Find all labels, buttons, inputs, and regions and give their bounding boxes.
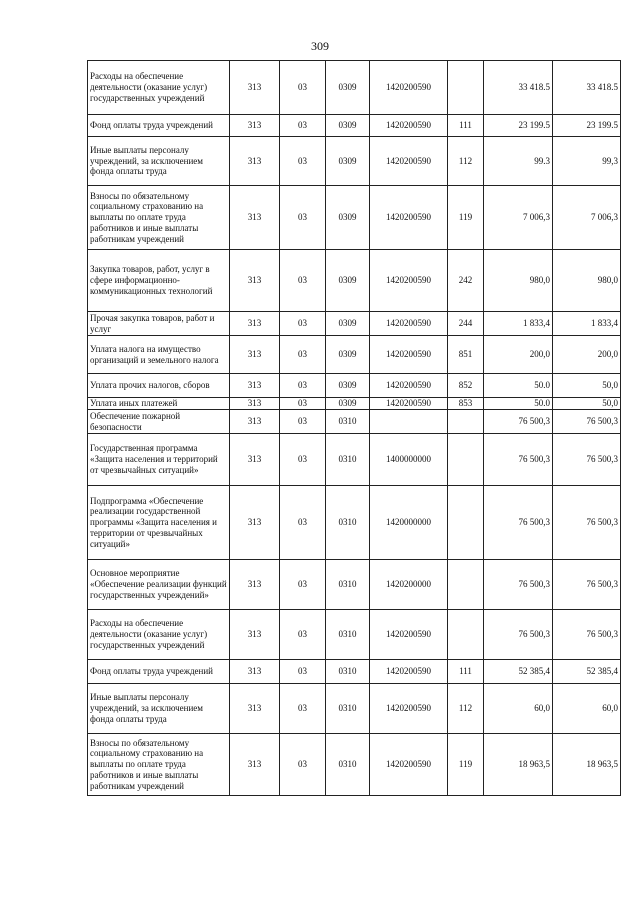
amount-year-2: 76 500,3: [553, 560, 621, 610]
row-name: Расходы на обеспечение деятельности (оказание услуг) государственных учреждений: [88, 61, 230, 115]
expense-type-code: 119: [448, 734, 484, 796]
amount-year-1: 76 500,3: [484, 434, 553, 486]
expense-type-code: [448, 486, 484, 560]
expense-type-code: [448, 560, 484, 610]
row-name: Уплата прочих налогов, сборов: [88, 374, 230, 398]
amount-year-2: 60,0: [553, 684, 621, 734]
subsection-code: 0310: [326, 410, 370, 434]
amount-year-1: 1 833,4: [484, 312, 553, 336]
expense-type-code: 852: [448, 374, 484, 398]
amount-year-1: 60,0: [484, 684, 553, 734]
table-row: [88, 398, 621, 410]
subsection-code: 0310: [326, 660, 370, 684]
subsection-code: 0310: [326, 734, 370, 796]
ministry-code: 313: [230, 312, 280, 336]
ministry-code: 313: [230, 250, 280, 312]
target-article-code: 1420200590: [370, 336, 448, 374]
expense-type-code: [448, 410, 484, 434]
expense-type-code: 112: [448, 137, 484, 186]
target-article-code: 1420200590: [370, 398, 448, 410]
expense-type-code: 119: [448, 186, 484, 250]
amount-year-1: 50.0: [484, 374, 553, 398]
section-code: 03: [280, 660, 326, 684]
target-article-code: 1420200590: [370, 250, 448, 312]
row-name: Подпрограмма «Обеспечение реализации государственной программы «Защита населения и территории от чрезвычайных ситуаций»: [88, 486, 230, 560]
target-article-code: 1420200590: [370, 684, 448, 734]
row-name: Уплата налога на имущество организаций и земельного налога: [88, 336, 230, 374]
table-row: [88, 312, 621, 336]
table-row: [88, 336, 621, 374]
target-article-code: 1420200590: [370, 186, 448, 250]
table-row: [88, 186, 621, 250]
section-code: 03: [280, 312, 326, 336]
expense-type-code: 851: [448, 336, 484, 374]
section-code: 03: [280, 398, 326, 410]
expense-type-code: [448, 610, 484, 660]
subsection-code: 0309: [326, 336, 370, 374]
table-row: [88, 250, 621, 312]
table-row: [88, 434, 621, 486]
amount-year-2: 76 500,3: [553, 434, 621, 486]
subsection-code: 0309: [326, 250, 370, 312]
target-article-code: 1420200590: [370, 312, 448, 336]
expense-type-code: [448, 434, 484, 486]
amount-year-2: 1 833,4: [553, 312, 621, 336]
row-name: Закупка товаров, работ, услуг в сфере информационно-коммуникационных технологий: [88, 250, 230, 312]
section-code: 03: [280, 434, 326, 486]
amount-year-1: 200,0: [484, 336, 553, 374]
section-code: 03: [280, 336, 326, 374]
target-article-code: 1420200590: [370, 137, 448, 186]
budget-table-body: [88, 61, 621, 796]
section-code: 03: [280, 115, 326, 137]
row-name: Уплата иных платежей: [88, 398, 230, 410]
ministry-code: 313: [230, 410, 280, 434]
amount-year-1: 99.3: [484, 137, 553, 186]
target-article-code: 1420200590: [370, 734, 448, 796]
subsection-code: 0309: [326, 115, 370, 137]
row-name: Основное мероприятие «Обеспечение реализации функций государственных учреждений»: [88, 560, 230, 610]
row-name: Фонд оплаты труда учреждений: [88, 660, 230, 684]
ministry-code: 313: [230, 398, 280, 410]
section-code: 03: [280, 734, 326, 796]
expense-type-code: 244: [448, 312, 484, 336]
section-code: 03: [280, 410, 326, 434]
amount-year-2: 52 385,4: [553, 660, 621, 684]
target-article-code: 1420200590: [370, 115, 448, 137]
row-name: Иные выплаты персоналу учреждений, за исключением фонда оплаты труда: [88, 137, 230, 186]
section-code: 03: [280, 560, 326, 610]
amount-year-1: 76 500,3: [484, 560, 553, 610]
row-name: Расходы на обеспечение деятельности (оказание услуг) государственных учреждений: [88, 610, 230, 660]
amount-year-1: 76 500,3: [484, 610, 553, 660]
budget-table: [87, 60, 621, 796]
amount-year-1: 50.0: [484, 398, 553, 410]
target-article-code: [370, 410, 448, 434]
row-name: Прочая закупка товаров, работ и услуг: [88, 312, 230, 336]
ministry-code: 313: [230, 115, 280, 137]
subsection-code: 0309: [326, 186, 370, 250]
table-row: [88, 660, 621, 684]
section-code: 03: [280, 186, 326, 250]
table-row: [88, 486, 621, 560]
section-code: 03: [280, 137, 326, 186]
amount-year-1: 52 385,4: [484, 660, 553, 684]
table-row: [88, 684, 621, 734]
amount-year-2: 76 500,3: [553, 486, 621, 560]
subsection-code: 0310: [326, 560, 370, 610]
row-name: Обеспечение пожарной безопасности: [88, 410, 230, 434]
table-row: [88, 410, 621, 434]
amount-year-1: 76 500,3: [484, 410, 553, 434]
target-article-code: 1400000000: [370, 434, 448, 486]
subsection-code: 0309: [326, 137, 370, 186]
amount-year-1: 980,0: [484, 250, 553, 312]
amount-year-2: 7 006,3: [553, 186, 621, 250]
table-row: [88, 115, 621, 137]
target-article-code: 1420200590: [370, 660, 448, 684]
ministry-code: 313: [230, 336, 280, 374]
amount-year-1: 18 963,5: [484, 734, 553, 796]
table-row: [88, 610, 621, 660]
expense-type-code: [448, 61, 484, 115]
table-row: [88, 137, 621, 186]
amount-year-2: 200,0: [553, 336, 621, 374]
amount-year-2: 50,0: [553, 374, 621, 398]
subsection-code: 0309: [326, 374, 370, 398]
section-code: 03: [280, 61, 326, 115]
ministry-code: 313: [230, 434, 280, 486]
expense-type-code: 111: [448, 660, 484, 684]
amount-year-1: 76 500,3: [484, 486, 553, 560]
row-name: Фонд оплаты труда учреждений: [88, 115, 230, 137]
amount-year-2: 980,0: [553, 250, 621, 312]
amount-year-2: 50,0: [553, 398, 621, 410]
amount-year-2: 33 418.5: [553, 61, 621, 115]
subsection-code: 0310: [326, 610, 370, 660]
expense-type-code: 242: [448, 250, 484, 312]
row-name: Взносы по обязательному социальному страхованию на выплаты по оплате труда работников и иные выплаты работникам учреждений: [88, 734, 230, 796]
section-code: 03: [280, 374, 326, 398]
amount-year-2: 76 500,3: [553, 610, 621, 660]
row-name: Взносы по обязательному социальному страхованию на выплаты по оплате труда работников и иные выплаты работникам учреждений: [88, 186, 230, 250]
amount-year-2: 23 199.5: [553, 115, 621, 137]
table-row: [88, 734, 621, 796]
ministry-code: 313: [230, 137, 280, 186]
target-article-code: 1420000000: [370, 486, 448, 560]
ministry-code: 313: [230, 374, 280, 398]
table-row: [88, 560, 621, 610]
ministry-code: 313: [230, 186, 280, 250]
row-name: Государственная программа «Защита населения и территорий от чрезвычайных ситуаций»: [88, 434, 230, 486]
page-number: 309: [311, 39, 329, 53]
amount-year-1: 7 006,3: [484, 186, 553, 250]
ministry-code: 313: [230, 560, 280, 610]
target-article-code: 1420200000: [370, 560, 448, 610]
section-code: 03: [280, 250, 326, 312]
ministry-code: 313: [230, 734, 280, 796]
expense-type-code: 111: [448, 115, 484, 137]
target-article-code: 1420200590: [370, 610, 448, 660]
row-name: Иные выплаты персоналу учреждений, за исключением фонда оплаты труда: [88, 684, 230, 734]
subsection-code: 0309: [326, 312, 370, 336]
table-row: [88, 61, 621, 115]
section-code: 03: [280, 486, 326, 560]
ministry-code: 313: [230, 660, 280, 684]
ministry-code: 313: [230, 610, 280, 660]
target-article-code: 1420200590: [370, 374, 448, 398]
amount-year-2: 18 963,5: [553, 734, 621, 796]
subsection-code: 0310: [326, 486, 370, 560]
amount-year-1: 23 199.5: [484, 115, 553, 137]
section-code: 03: [280, 610, 326, 660]
subsection-code: 0310: [326, 684, 370, 734]
ministry-code: 313: [230, 61, 280, 115]
table-row: [88, 374, 621, 398]
expense-type-code: 112: [448, 684, 484, 734]
section-code: 03: [280, 684, 326, 734]
ministry-code: 313: [230, 684, 280, 734]
target-article-code: 1420200590: [370, 61, 448, 115]
amount-year-2: 99,3: [553, 137, 621, 186]
subsection-code: 0309: [326, 398, 370, 410]
amount-year-2: 76 500,3: [553, 410, 621, 434]
ministry-code: 313: [230, 486, 280, 560]
expense-type-code: 853: [448, 398, 484, 410]
subsection-code: 0310: [326, 434, 370, 486]
subsection-code: 0309: [326, 61, 370, 115]
amount-year-1: 33 418.5: [484, 61, 553, 115]
